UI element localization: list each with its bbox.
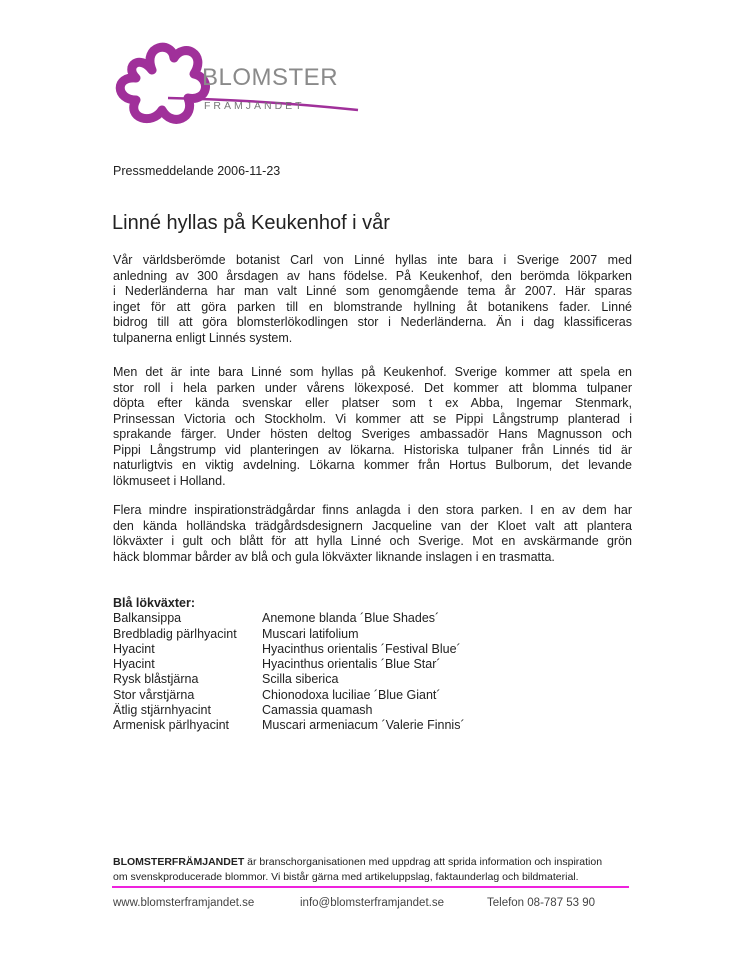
plant-swedish-name: Armenisk pärlhyacint — [113, 718, 230, 733]
paragraph-line: anledning av 300 årsdagen av hans födelse. På Keukenhof, den berömda lökparken — [113, 268, 632, 283]
logo-wordmark: BLOMSTER — [202, 64, 339, 91]
plant-swedish-name: Rysk blåstjärna — [113, 672, 199, 687]
plant-list — [113, 596, 465, 734]
paragraph-line: naturligtvis en viktig avdelning. Lökarna kommer från Hortus Bulborum, det levande — [113, 458, 632, 472]
paragraph-2 — [113, 365, 632, 489]
plant-swedish-name: Ätlig stjärnhyacint — [113, 703, 211, 718]
plant-latin-name: Hyacinthus orientalis ´Blue Star´ — [262, 657, 441, 672]
plant-row — [113, 688, 465, 703]
plant-row — [113, 611, 465, 626]
paragraph-line: Pippi Långstrump vid planteringen av lökarna. Historiska tulpaner från Linnés tid är — [113, 442, 632, 457]
plant-row — [113, 657, 465, 672]
website-link[interactable]: www.blomsterframjandet.se — [113, 897, 255, 909]
plant-list-heading: Blå lökväxter: — [113, 596, 195, 610]
paragraph-line: lökmuseet i Holland. — [113, 473, 226, 488]
plant-row — [113, 703, 465, 718]
plant-swedish-name: Hyacint — [113, 641, 155, 656]
paragraph-line: bidrog till att göra blomsterlökodlingen stor i Nederländerna. Än i dag klassificeras — [113, 315, 632, 329]
plant-swedish-name: Hyacint — [113, 657, 155, 672]
paragraph-line: Prinsessan Victoria och Stockholm. Vi kommer att se Pippi Långstrump planterad i — [113, 411, 632, 426]
plant-swedish-name: Stor vårstjärna — [113, 687, 195, 702]
logo-subtitle: FRÄMJANDET — [204, 100, 305, 112]
plant-row — [113, 642, 465, 657]
flower-icon — [120, 47, 205, 119]
paragraph-line: Men det är inte bara Linné som hyllas på Keukenhof. Sverige kommer att spela en — [113, 365, 632, 379]
paragraph-line: Vår världsberömde botanist Carl von Linné hyllas inte bara i Sverige 2007 med — [113, 253, 632, 267]
plant-row — [113, 672, 465, 687]
paragraph-line: sprakande färger. Under hösten deltog Sveriges ambassadör Hans Magnusson och — [113, 427, 632, 441]
plant-latin-name: Hyacinthus orientalis ´Festival Blue´ — [262, 641, 461, 656]
email-link[interactable]: info@blomsterframjandet.se — [300, 897, 444, 909]
plant-latin-name: Chionodoxa luciliae ´Blue Giant´ — [262, 687, 441, 702]
plant-latin-name: Camassia quamash — [262, 703, 373, 718]
paragraph-3 — [113, 503, 632, 565]
footer-divider — [112, 886, 629, 888]
paragraph-line: lökväxter i gult och blått för att hylla Linné och Sverige. Mot en avskärmande grön — [113, 534, 632, 548]
plant-row — [113, 718, 465, 733]
footer-org-name: BLOMSTERFRÄMJANDET — [113, 856, 245, 868]
phone-number: Telefon 08-787 53 90 — [487, 897, 596, 909]
plant-swedish-name: Bredbladig pärlhyacint — [113, 626, 237, 641]
page-title: Linné hyllas på Keukenhof i vår — [112, 212, 390, 234]
paragraph-line: den kända holländska trädgårdsdesignern Jacqueline van der Kloet valt att plantera — [113, 518, 632, 533]
paragraph-line: inget för att göra parken till en blomstrande hyllning åt botanikens fader. Linné — [113, 299, 632, 314]
paragraph-line: Flera mindre inspirationsträdgårdar finns anlagda i den stora parken. I en av dem har — [113, 503, 632, 517]
paragraph-line: stor roll i hela parken under vårens lökexposé. Det kommer att blomma tulpaner — [113, 380, 632, 395]
plant-swedish-name: Balkansippa — [113, 611, 182, 626]
paragraph-line: döpta efter kända svenskar eller platser som t ex Abba, Ingemar Stenmark, — [113, 396, 632, 410]
paragraph-line: tulpanerna enligt Linnés system. — [113, 330, 293, 345]
paragraph-1 — [113, 253, 632, 346]
footer-about — [113, 855, 602, 884]
plant-latin-name: Muscari armeniacum ´Valerie Finnis´ — [262, 718, 465, 733]
footer-text-1: är branschorganisationen med uppdrag att sprida information och inspiration — [244, 856, 603, 868]
press-release-date: Pressmeddelande 2006-11-23 — [113, 164, 281, 178]
plant-latin-name: Anemone blanda ´Blue Shades´ — [262, 611, 440, 626]
footer-text-2: om svenskproducerade blommor. Vi bistår gärna med artikeluppslag, faktaunderlag och bildmaterial. — [113, 870, 579, 883]
paragraph-line: häck blommar bårder av blå och gula lökväxter liknande inslagen i en trasmatta. — [113, 549, 555, 564]
plant-row — [113, 627, 465, 642]
plant-latin-name: Muscari latifolium — [262, 626, 359, 641]
plant-latin-name: Scilla siberica — [262, 672, 339, 687]
paragraph-line: i Nederländerna har man valt Linné som genomgående tema år 2007. Här sparas — [113, 284, 632, 298]
